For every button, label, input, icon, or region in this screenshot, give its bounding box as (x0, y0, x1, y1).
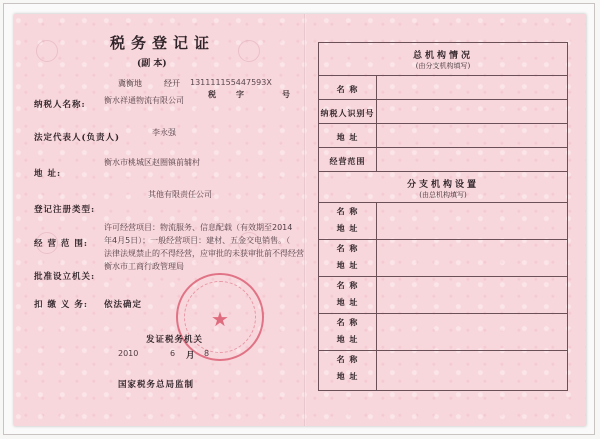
table-rule (319, 202, 567, 203)
table-rule (319, 147, 567, 148)
issue-month: 6 (170, 349, 176, 358)
tax-word: 税 (208, 89, 216, 99)
zi-word: 字 (236, 89, 244, 99)
branch-row-label: 名 称 (336, 206, 359, 216)
table-rule (319, 75, 567, 76)
business-scope-line-1: 许可经营项目：物流服务、信息配载（有效期至2014 (104, 223, 293, 232)
page-fold (304, 14, 306, 426)
address-label: 地 址: (34, 169, 62, 179)
head-office-title: 总机构情况 (412, 51, 473, 61)
branch-row-label: 地 址 (336, 297, 359, 307)
withholding-label: 扣 缴 义 务: (34, 300, 89, 310)
business-scope-label: 经 营 范 围: (34, 239, 89, 249)
table-rule (319, 99, 567, 100)
branch-divider (376, 202, 377, 391)
branch-table (318, 42, 568, 391)
table-rule (319, 171, 567, 172)
branch-row-label: 名 称 (336, 354, 359, 364)
security-pattern (238, 40, 260, 62)
tax-number: 131111155447593X (190, 78, 272, 87)
business-scope-line-4: 衡水市工商行政管理局 (104, 262, 184, 271)
head-office-row-label: 地 址 (336, 132, 359, 142)
hao-word: 号 (282, 89, 290, 99)
table-rule (319, 123, 567, 124)
withholding-value: 依法确定 (104, 300, 143, 310)
registration-type-label: 登记注册类型: (34, 205, 96, 215)
tax-prefix: 冀衡地 (118, 79, 142, 88)
branch-title: 分支机构设置 (406, 180, 479, 190)
certificate-title: 税务登记证 (110, 34, 216, 52)
table-rule (319, 313, 567, 314)
branch-header (319, 177, 567, 200)
branch-subtitle: (由总机构填写) (419, 191, 467, 199)
table-rule (319, 276, 567, 277)
official-seal (176, 273, 264, 361)
tax-mid: 经开 (164, 79, 180, 88)
head-office-row-label: 纳税人识别号 (320, 108, 375, 118)
taxpayer-name-value: 衡水祥通物流有限公司 (104, 96, 184, 105)
business-scope-line-3: 法律法规禁止的不得经营，应审批的未获审批前不得经营 (104, 249, 304, 258)
head-office-divider (376, 75, 377, 171)
issue-day: 8 (204, 349, 210, 358)
approval-authority-label: 批准设立机关: (34, 272, 96, 282)
branch-row-label: 地 址 (336, 260, 359, 270)
branch-row-label: 地 址 (336, 334, 359, 344)
branch-row-label: 地 址 (336, 223, 359, 233)
legal-rep-label: 法定代表人(负责人) (34, 133, 121, 143)
registration-type-value: 其他有限责任公司 (148, 190, 212, 199)
taxpayer-name-label: 纳税人名称: (34, 100, 86, 110)
head-office-header (319, 48, 567, 71)
branch-row-label: 名 称 (336, 317, 359, 327)
business-scope-line-2: 年4月5日）；一般经营项目：建材、五金交电销售。（ (104, 236, 291, 245)
issue-year: 2010 (118, 349, 139, 358)
head-office-subtitle: (由分支机构填写) (415, 62, 471, 70)
security-pattern (36, 40, 58, 62)
table-rule (319, 239, 567, 240)
address-value: 衡水市桃城区赵圈镇前辅村 (104, 158, 200, 167)
branch-row-label: 地 址 (336, 371, 359, 381)
seal-star-icon: ★ (211, 307, 229, 331)
head-office-row-label: 经营范围 (329, 156, 366, 166)
supervisor-note: 国家税务总局监制 (118, 380, 195, 390)
issue-month-label: 月 (186, 351, 196, 361)
legal-rep-value: 李永强 (152, 128, 176, 137)
branch-row-label: 名 称 (336, 243, 359, 253)
copy-label: (副 本) (137, 59, 167, 69)
head-office-row-label: 名 称 (336, 84, 359, 94)
issuer-label: 发证税务机关 (146, 335, 204, 345)
branch-row-label: 名 称 (336, 280, 359, 290)
table-rule (319, 350, 567, 351)
